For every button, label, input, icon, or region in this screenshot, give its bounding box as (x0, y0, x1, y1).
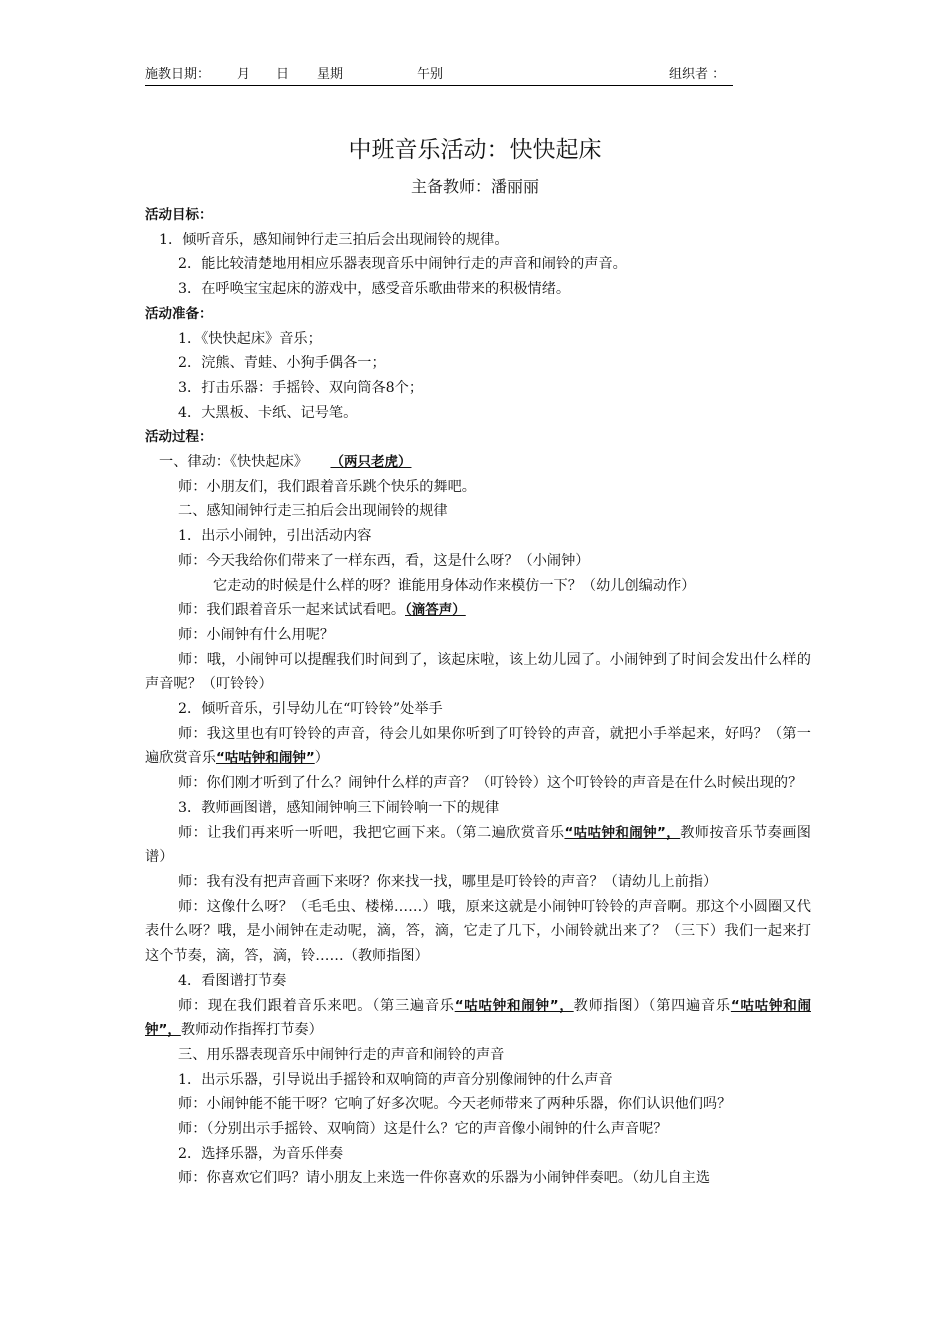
document-subtitle: 主备教师：潘丽丽 (410, 177, 539, 196)
process-line: 师：今天我给你们带来了一样东西，看，这是什么呀？（小闹钟） (178, 552, 590, 569)
prep-item: 4．大黑板、卡纸、记号笔。 (178, 404, 358, 421)
process-line: 师：小闹钟有什么用呢？ (178, 626, 335, 643)
process-line: 师：你喜欢它们吗？请小朋友上来选一件你喜欢的乐器为小闹钟伴奏吧。（幼儿自主选 (178, 1170, 711, 1187)
process-line: 师：（分别出示手摇铃、双响筒）这是什么？它的声音像小闹钟的什么声音呢？ (178, 1121, 668, 1138)
process-text: 师：让我们再来听一听吧，我把它画下来。（第二遍欣赏音乐 (178, 824, 565, 841)
goal-item: 2．能比较清楚地用相应乐器表现音乐中闹钟行走的声音和闹铃的声音。 (178, 256, 627, 273)
header-session: 午别 (417, 67, 444, 82)
process-line: 1．出示乐器，引导说出手摇铃和双响筒的声音分别像闹钟的什么声音 (178, 1071, 613, 1088)
process-line (145, 450, 811, 475)
process-line: 师：小朋友们，我们跟着音乐跳个快乐的舞吧。 (178, 478, 476, 495)
process-line (145, 598, 811, 623)
process-line (145, 994, 811, 1043)
document-title: 中班音乐活动：快快起床 (348, 137, 602, 163)
process-text: 师：我这里也有叮铃铃的声音，待会儿如果你听到了叮铃铃的声音，就把小手举起来，好吗？（第一遍欣赏音乐 (145, 725, 811, 767)
header-month: 月 (237, 67, 251, 82)
header-day: 日 (276, 67, 290, 82)
header-date-label: 施教日期： (145, 67, 211, 82)
emphasis-text: “咕咕钟和闹钟”， (564, 824, 681, 841)
process-text: 一、律动：《快快起床》 (159, 454, 313, 471)
emphasis-text: （滴答声） (405, 602, 466, 619)
process-line: 它走动的时候是什么样的呀？谁能用身体动作来模仿一下？（幼儿创编动作） (213, 577, 696, 594)
goal-item: 1．倾听音乐，感知闹钟行走三拍后会出现闹铃的规律。 (159, 231, 509, 248)
emphasis-text: “咕咕钟和闹钟” (215, 750, 315, 767)
process-text: 师：现在我们跟着音乐来吧。（第三遍音乐 (178, 997, 455, 1014)
process-line: 师：我有没有把声音画下来呀？你来找一找，哪里是叮铃铃的声音？（请幼儿上前指） (178, 873, 718, 890)
process-line: 2．倾听音乐，引导幼儿在“叮铃铃”处举手 (178, 701, 443, 718)
emphasis-text: “咕咕钟和闹钟”， (145, 997, 811, 1039)
emphasis-text: “咕咕钟和闹钟”， (454, 997, 574, 1014)
process-line: 2．选择乐器，为音乐伴奏 (178, 1145, 344, 1162)
document-body (145, 203, 811, 1191)
process-line: 师：哦，小闹钟可以提醒我们时间到了，该起床啦，该上幼儿园了。小闹钟到了时间会发出什么样的声音呢？（叮铃铃） (145, 651, 811, 693)
process-line: 二、感知闹钟行走三拍后会出现闹铃的规律 (178, 503, 448, 520)
process-line (145, 821, 811, 870)
header-week: 星期 (317, 67, 344, 82)
process-line: 1．出示小闹钟，引出活动内容 (178, 528, 372, 545)
process-text: ） (314, 750, 329, 767)
process-line: 师：这像什么呀？（毛毛虫、楼梯……）哦，原来这就是小闹钟叮铃铃的声音啊。那这个小圆圈又代表什么呀？哦，是小闹钟在走动呢，滴，答，滴，它走了几下，小闹铃就出来了？（三下）我们一起来打这个节奏，滴，答，滴，铃……（教师指图） (145, 898, 811, 965)
process-line: 4．看图谱打节奏 (178, 972, 287, 989)
process-line: 3．教师画图谱，感知闹钟响三下闹铃响一下的规律 (178, 799, 500, 816)
page-header (145, 67, 733, 86)
process-heading: 活动过程： (145, 429, 213, 446)
process-text: 教师动作指挥打节奏） (180, 1022, 323, 1039)
prep-item: 3．打击乐器：手摇铃、双向筒各8个； (178, 379, 424, 396)
process-text: 教师指图）（第四遍音乐 (573, 997, 731, 1014)
header-organizer: 组织者 ： (669, 67, 726, 82)
goal-item: 3．在呼唤宝宝起床的游戏中，感受音乐歌曲带来的积极情绪。 (178, 281, 571, 298)
process-line (145, 722, 811, 771)
process-text: 师：我们跟着音乐一起来试试看吧。 (178, 602, 406, 619)
process-line: 师：你们刚才听到了什么？闹钟什么样的声音？（叮铃铃）这个叮铃铃的声音是在什么时候出现的？ (178, 775, 803, 792)
process-line: 师：小闹钟能不能干呀？它响了好多次呢。今天老师带来了两种乐器，你们认识他们吗？ (178, 1096, 732, 1113)
prep-item: 2．浣熊、青蛙、小狗手偶各一； (178, 355, 386, 372)
process-text: 教师按音乐节奏画图谱） (145, 824, 811, 866)
prep-item: 1．《快快起床》音乐； (178, 330, 322, 347)
emphasis-text: （两只老虎） (330, 454, 412, 471)
goals-heading: 活动目标： (145, 207, 213, 223)
process-line: 三、用乐器表现音乐中闹钟行走的声音和闹铃的声音 (178, 1046, 505, 1063)
prep-heading: 活动准备： (145, 305, 213, 322)
